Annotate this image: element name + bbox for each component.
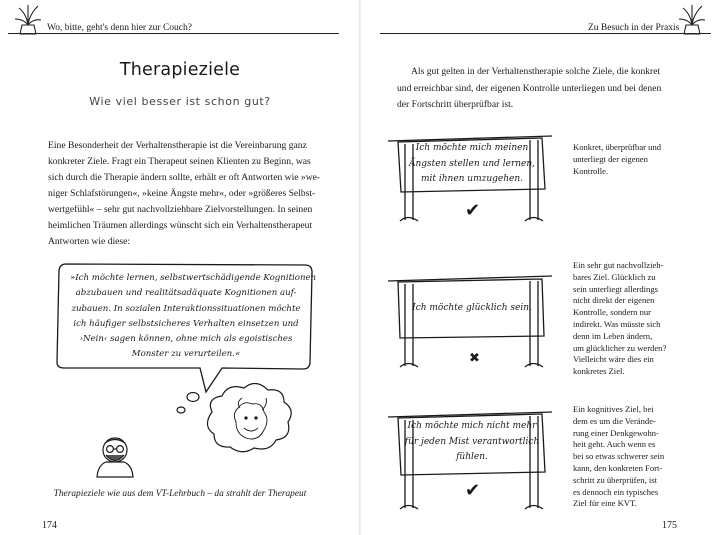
paragraph-line: sich durch die Therapie ändern sollte, erhält er oft Antworten wie »we- <box>48 172 321 183</box>
note-line: Kontrolle, sondern nur <box>573 307 652 318</box>
note-line: konkretes Ziel. <box>573 366 625 377</box>
running-head-left: Wo, bitte, geht's denn hier zur Couch? <box>47 23 192 33</box>
plant-icon-left <box>15 5 41 34</box>
sign-line: Ich möchte mich nicht mehr <box>407 421 537 431</box>
running-head-right: Zu Besuch in der Praxis <box>588 23 680 33</box>
sign-2-text <box>402 301 542 317</box>
paragraph-line: konkreter Ziele. Fragt ein Therapeut seinen Klienten zu Beginn, was <box>48 156 311 167</box>
sign-line: für jeden Mist verantwortlich <box>404 436 540 447</box>
therapist-figure <box>97 438 133 477</box>
bubble-line: abzubauen und realitätsadäquate Kognitionen auf- <box>75 288 297 299</box>
chapter-title: Therapieziele <box>119 60 241 80</box>
note-line: bei so etwas schwerer sein <box>573 451 665 462</box>
header-rule-right <box>380 33 711 34</box>
plant-icon-right <box>679 5 705 34</box>
speech-bubble-text <box>70 271 317 363</box>
page-number-right: 175 <box>662 520 677 531</box>
note-line: dem es um die Verände- <box>573 415 656 426</box>
note-line: rung einer Denkgewohn- <box>573 427 659 438</box>
note-line: kann, den konkreten Fort- <box>573 462 663 473</box>
note-line: bares Ziel. Glücklich zu <box>573 271 656 282</box>
intro-line: Als gut gelten in der Verhaltenstherapie solche Ziele, die konkret <box>411 66 661 77</box>
note-line: sein unterliegt allerdings <box>573 283 658 294</box>
header-rule-left <box>8 33 339 34</box>
sign-line: Ich möchte mich meinen <box>415 143 529 153</box>
bubble-line: ›Nein‹ sagen können, ohne mich als egoistisches <box>79 334 293 345</box>
chapter-subtitle: Wie viel besser ist schon gut? <box>89 95 271 108</box>
paragraph-line: heimlichen Träumen allerdings wünscht sich ein Verhaltenstherapeut <box>48 220 313 231</box>
paragraph-line: Antworten wie diese: <box>48 236 131 247</box>
note-2 <box>573 260 703 378</box>
note-line: denn im Leben ändern, <box>573 330 653 341</box>
note-line: Konkret, überprüfbar und <box>573 142 662 152</box>
paragraph-line: wertgefühl« – sehr gut nachvollziehbare Zielvorstellungen. In seinen <box>48 204 313 215</box>
note-line: unterliegt der eigenen <box>573 153 648 164</box>
bubble-line: ich häufiger selbstsicheres Verhalten einsetzen und <box>73 318 299 329</box>
right-intro <box>397 64 697 114</box>
sign-line: mit ihnen umzugehen. <box>420 174 524 184</box>
sign-line: Ängsten stellen und lernen, <box>408 158 536 169</box>
bubble-line: »Ich möchte lernen, selbstwertschädigende Kognitionen <box>70 273 317 283</box>
sign-1-text <box>402 141 542 188</box>
note-line: Kontrolle. <box>573 165 609 176</box>
note-line: Ein sehr gut nachvollzieh- <box>573 260 664 270</box>
check-icon: ✔ <box>465 200 481 221</box>
paragraph-line: niger Schlafstörungen«, »keine Ängste mehr«, oder »größeres Selbst- <box>48 188 316 199</box>
note-line: schritt zu überprüfen, ist <box>573 474 658 485</box>
cross-icon: ✖ <box>469 351 480 366</box>
bubble-line: zubauen. In sozialen Interaktionssituationen möchte <box>71 303 301 314</box>
note-3 <box>573 404 703 510</box>
page-number-left: 174 <box>42 520 57 531</box>
note-1 <box>573 142 703 177</box>
note-line: es dennoch ein typisches <box>573 486 659 497</box>
note-line: um glücklicher zu werden? <box>573 342 667 353</box>
figure-caption: Therapieziele wie aus dem VT-Lehrbuch – da strahlt der Therapeut <box>53 489 307 499</box>
note-line: nicht direkt der eigenen <box>573 295 655 306</box>
note-line: Ziel für eine KVT. <box>573 498 637 509</box>
sign-line: Ich möchte glücklich sein. <box>412 303 532 313</box>
thought-bubble <box>177 383 291 451</box>
intro-line: der Fortschritt überprüfbar ist. <box>397 99 514 110</box>
note-line: Ein kognitives Ziel, bei <box>573 404 654 414</box>
sign-3-text <box>402 419 542 466</box>
bubble-line: Monster zu verurteilen.« <box>131 349 241 360</box>
intro-line: und erreichbar sind, der eigenen Kontrolle unterliegen und bei denen <box>397 82 662 94</box>
check-icon: ✔ <box>465 480 481 501</box>
left-paragraph <box>48 138 332 250</box>
note-line: Vielleicht wäre dies ein <box>573 354 654 365</box>
note-line: heit geht. Auch wenn es <box>573 439 656 450</box>
note-line: indirekt. Was müsste sich <box>573 318 661 329</box>
sign-line: fühlen. <box>456 452 488 462</box>
paragraph-line: Eine Besonderheit der Verhaltenstherapie ist die Vereinbarung ganz <box>48 140 307 151</box>
